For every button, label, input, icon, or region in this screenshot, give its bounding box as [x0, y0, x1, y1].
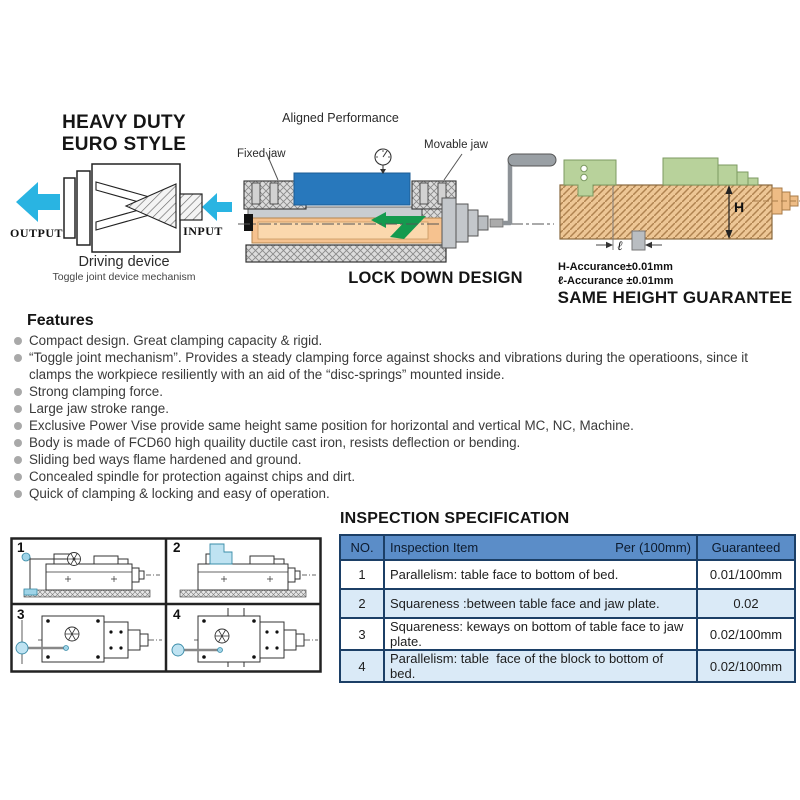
same-height-diagram [556, 146, 800, 258]
feature-item [12, 383, 792, 400]
panel-1-number: 1 [17, 540, 25, 555]
table-row [340, 560, 795, 589]
bullet-icon [14, 490, 22, 498]
h-accuracy-note: H-Accurance±0.01mm [558, 261, 673, 273]
row-item: Squareness: keways on bottom of table face to jaw plate. [384, 618, 697, 650]
title-line-1: HEAVY DUTY [62, 112, 186, 133]
bullet-icon [14, 388, 22, 396]
end-flange [442, 198, 488, 248]
driving-device-caption: Driving device [78, 254, 170, 270]
output-label: OUTPUT [10, 226, 64, 240]
inspection-title: INSPECTION SPECIFICATION [340, 510, 570, 527]
row-item: Squareness :between table face and jaw plate. [384, 589, 697, 618]
end-stop-block [244, 214, 253, 231]
header-guaranteed: Guaranteed [697, 535, 795, 560]
bed-block [246, 245, 446, 262]
inspection-table [339, 534, 796, 683]
mounting-panels-diagram [10, 537, 322, 673]
row-no: 4 [340, 650, 384, 682]
header-per-label: Per (100mm) [615, 540, 691, 555]
panel-3-number: 3 [17, 607, 25, 622]
heavy-duty-title [38, 112, 210, 156]
bullet-icon [14, 354, 22, 362]
crank-handle [490, 154, 556, 227]
panel-2-number: 2 [173, 540, 181, 555]
feature-text: “Toggle joint mechanism”. Provides a steady clamping force against shocks and vibrations during the operatioons, since it clamps the workpiece resiliently with an aid of the “disc-springs” mounted inside. [29, 350, 749, 382]
header-item-label: Inspection Item [390, 540, 479, 555]
feature-text: Quick of clamping & locking and easy of operation. [29, 486, 330, 501]
feature-item [12, 417, 792, 434]
bullet-icon [14, 405, 22, 413]
movable-jaw-label: Movable jaw [424, 139, 488, 151]
feature-text: Large jaw stroke range. [29, 401, 169, 416]
feature-text: Concealed spindle for protection against chips and dirt. [29, 469, 356, 484]
row-item: Parallelism: table face to bottom of bed. [384, 560, 697, 589]
output-arrow-icon [16, 182, 60, 222]
table-row [340, 589, 795, 618]
h-dim-label: H [734, 199, 745, 215]
feature-item [12, 434, 792, 451]
panel-4-number: 4 [173, 607, 181, 622]
row-value: 0.02 [697, 589, 795, 618]
bullet-icon [14, 439, 22, 447]
feature-item [12, 468, 792, 485]
vise-cross-section-diagram [238, 128, 568, 270]
l-dim-label: ℓ [617, 239, 623, 254]
fixed-jaw-label: Fixed jaw [237, 148, 286, 160]
row-value: 0.02/100mm [697, 650, 795, 682]
lock-down-design-caption: LOCK DOWN DESIGN [348, 269, 523, 287]
row-no: 2 [340, 589, 384, 618]
table-row [340, 618, 795, 650]
row-no: 3 [340, 618, 384, 650]
features-list [12, 332, 792, 502]
header-item [384, 535, 697, 560]
row-item: Parallelism: table face of the block to bottom of bed. [384, 650, 697, 682]
bullet-icon [14, 473, 22, 481]
title-line-2: EURO STYLE [61, 134, 187, 155]
input-arrow-icon [202, 193, 232, 221]
feature-item [12, 349, 792, 383]
row-no: 1 [340, 560, 384, 589]
dial-indicator-icon [375, 149, 391, 174]
row-value: 0.02/100mm [697, 618, 795, 650]
bullet-icon [14, 337, 22, 345]
driving-device-diagram [8, 158, 236, 258]
feature-text: Body is made of FCD60 high quaility ductile cast iron, resists deflection or bending. [29, 435, 521, 450]
same-height-caption: SAME HEIGHT GUARANTEE [557, 288, 793, 307]
feature-item [12, 332, 792, 349]
l-accuracy-note: ℓ-Accurance ±0.01mm [558, 275, 674, 287]
header-no: NO. [340, 535, 384, 560]
workpiece-block [294, 173, 410, 205]
bullet-icon [14, 422, 22, 430]
feature-text: Strong clamping force. [29, 384, 163, 399]
input-label: INPUT [183, 224, 223, 238]
aligned-performance-label: Aligned Performance [282, 111, 399, 125]
feature-text: Compact design. Great clamping capacity & rigid. [29, 333, 323, 348]
feature-item [12, 400, 792, 417]
feature-text: Exclusive Power Vise provide same height same position for horizontal and vertical MC, NC, Machine. [29, 418, 634, 433]
inspection-table-header [340, 535, 795, 560]
row-value: 0.01/100mm [697, 560, 795, 589]
feature-item [12, 485, 792, 502]
table-row [340, 650, 795, 682]
feature-text: Sliding bed ways flame hardened and ground. [29, 452, 302, 467]
features-heading: Features [27, 312, 94, 329]
feature-item [12, 451, 792, 468]
driving-device-subcaption: Toggle joint device mechanism [52, 271, 196, 283]
bullet-icon [14, 456, 22, 464]
